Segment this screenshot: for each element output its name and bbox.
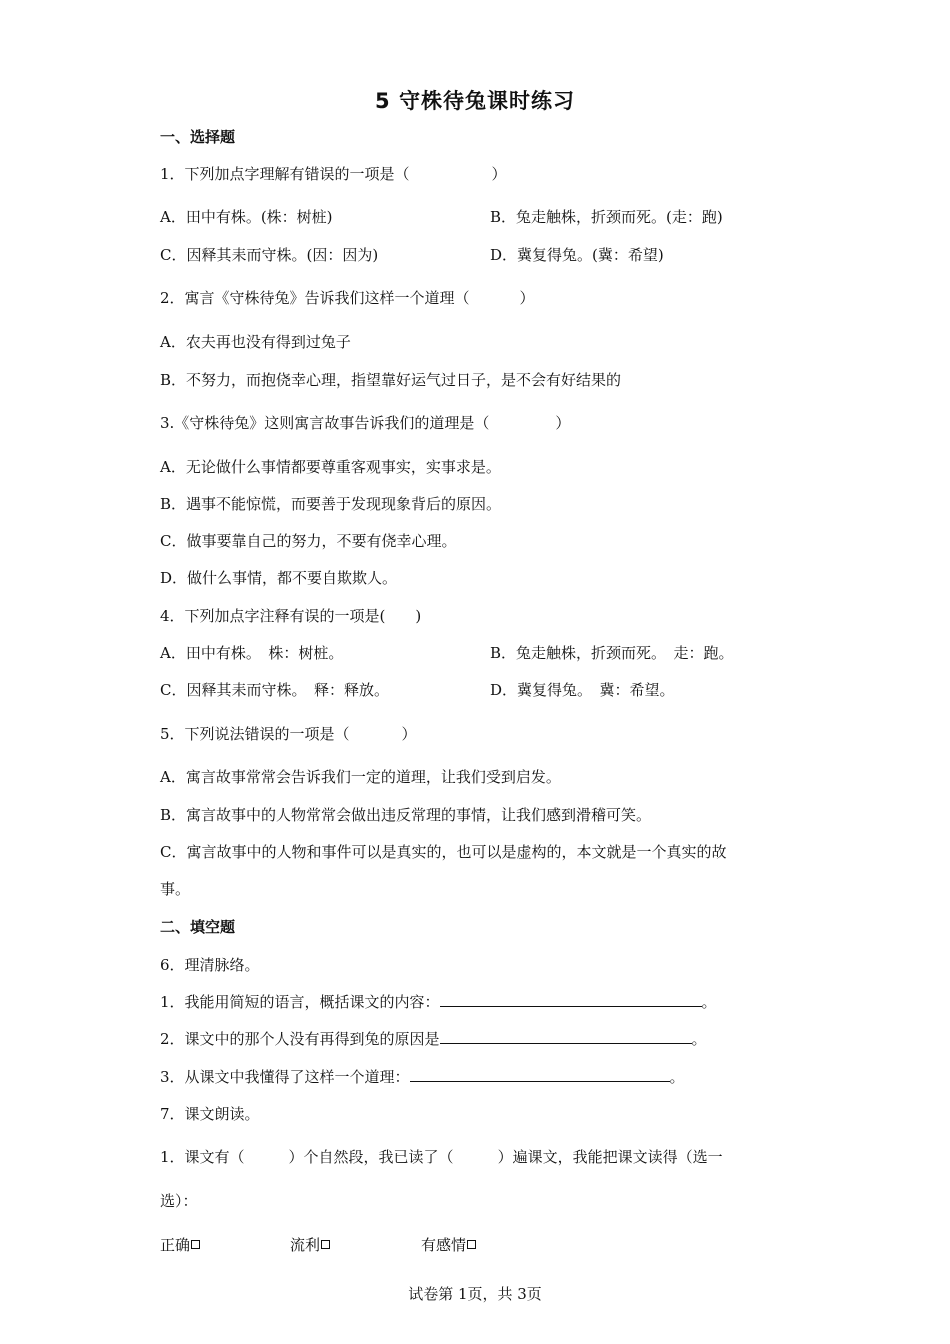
question-5-option-a[interactable]: A．寓言故事常常会告诉我们一定的道理，让我们受到启发。 (160, 768, 561, 786)
question-7-item-1: 1．课文有（ ）个自然段，我已读了（ ）遍课文，我能把课文读得（选一 (160, 1148, 723, 1166)
question-4-option-b[interactable]: B．兔走触株，折颈而死。 走：跑。 (490, 644, 734, 662)
fill-blank[interactable] (440, 1029, 692, 1044)
question-7-item-1-continued: 选）： (160, 1192, 198, 1210)
question-2-stem: 2．寓言《守株待兔》告诉我们这样一个道理（ ） (160, 289, 535, 307)
fill-blank[interactable] (440, 992, 702, 1007)
question-3-stem: 3.《守株待兔》这则寓言故事告诉我们的道理是（ ） (160, 414, 571, 432)
reading-option-fluent[interactable]: 流利 (290, 1234, 330, 1255)
question-5-option-c-continued: 事。 (160, 880, 191, 898)
question-6-item-1: 1．我能用简短的语言，概括课文的内容： 。 (160, 993, 717, 1011)
fill-blank[interactable] (410, 1067, 670, 1082)
question-4-option-d[interactable]: D．冀复得兔。 冀：希望。 (490, 681, 675, 699)
question-4-option-c[interactable]: C．因释其耒而守株。 释：释放。 (160, 681, 389, 699)
question-1-option-a[interactable]: A．田中有株。(株：树桩) (160, 208, 333, 226)
question-6-stem: 6．理清脉络。 (160, 956, 260, 974)
question-7-stem: 7．课文朗读。 (160, 1105, 260, 1123)
question-4-option-a[interactable]: A．田中有株。 株：树桩。 (160, 644, 344, 662)
question-2-option-a[interactable]: A．农夫再也没有得到过兔子 (160, 333, 351, 351)
question-3-option-d[interactable]: D．做什么事情，都不要自欺欺人。 (160, 569, 398, 587)
checkbox-icon[interactable] (467, 1240, 476, 1249)
page-footer: 试卷第 1页，共 3页 (408, 1285, 542, 1303)
question-3-option-b[interactable]: B．遇事不能惊慌，而要善于发现现象背后的原因。 (160, 495, 502, 513)
section-heading-choice: 一、选择题 (160, 128, 236, 146)
question-6-item-3: 3．从课文中我懂得了这样一个道理： 。 (160, 1068, 685, 1086)
question-5-option-b[interactable]: B．寓言故事中的人物常常会做出违反常理的事情，让我们感到滑稽可笑。 (160, 806, 652, 824)
question-2-option-b[interactable]: B．不努力，而抱侥幸心理，指望靠好运气过日子，是不会有好结果的 (160, 371, 622, 389)
checkbox-icon[interactable] (191, 1240, 200, 1249)
question-5-stem: 5．下列说法错误的一项是（ ） (160, 725, 417, 743)
question-5-option-c[interactable]: C．寓言故事中的人物和事件可以是真实的，也可以是虚构的，本文就是一个真实的故 (160, 843, 727, 861)
reading-option-correct[interactable]: 正确 (160, 1234, 200, 1255)
question-1-option-b[interactable]: B．兔走触株，折颈而死。(走：跑) (490, 208, 723, 226)
reading-option-expressive[interactable]: 有感情 (421, 1234, 476, 1255)
section-heading-fill: 二、填空题 (160, 918, 236, 936)
question-4-stem: 4．下列加点字注释有误的一项是( ) (160, 607, 422, 625)
checkbox-icon[interactable] (321, 1240, 330, 1249)
question-3-option-c[interactable]: C．做事要靠自己的努力，不要有侥幸心理。 (160, 532, 457, 550)
question-1-option-c[interactable]: C．因释其耒而守株。(因：因为) (160, 246, 379, 264)
question-1-stem: 1．下列加点字理解有错误的一项是（ ） (160, 165, 507, 183)
page-title: 5 守株待兔课时练习 (375, 89, 575, 113)
question-6-item-2: 2．课文中的那个人没有再得到兔的原因是 。 (160, 1030, 707, 1048)
question-3-option-a[interactable]: A．无论做什么事情都要尊重客观事实，实事求是。 (160, 458, 501, 476)
question-1-option-d[interactable]: D．冀复得兔。(冀：希望) (490, 246, 664, 264)
